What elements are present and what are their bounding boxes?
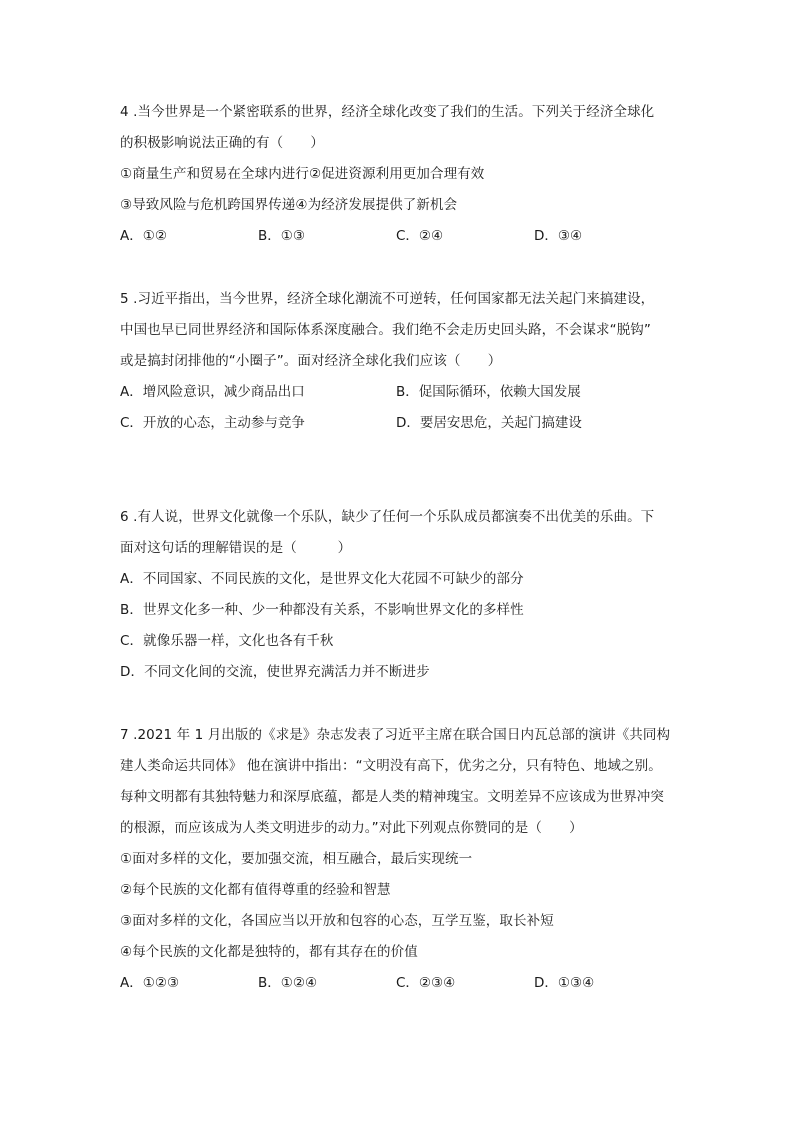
statement: ③面对多样的文化，各国应当以开放和包容的心态，互学互鉴，取长补短 <box>120 913 554 929</box>
option-b[interactable]: B．①③ <box>258 228 305 244</box>
options-row <box>120 221 690 252</box>
question-stem: 4 .当今世界是一个紧密联系的世界，经济全球化改变了我们的生活。下列关于经济全球化 <box>120 104 655 120</box>
option-a[interactable]: A．①② <box>120 228 167 244</box>
option-b[interactable]: B．促国际循环，依赖大国发展 <box>396 384 581 400</box>
question-stem: 或是搞封闭排他的“小圈子”。面对经济全球化我们应该（ ） <box>120 353 502 369</box>
option-c[interactable]: C．就像乐器一样，文化也各有千秋 <box>120 633 334 649</box>
question-stem: 每种文明都有其独特魅力和深厚底蕴，都是人类的精神瑰宝。文明差异不应该成为世界冲突 <box>120 789 664 805</box>
option-d[interactable]: D．①③④ <box>534 975 595 991</box>
question-7 <box>120 720 690 999</box>
question-stem: 中国也早已同世界经济和国际体系深度融合。我们绝不会走历史回头路，不会谋求“脱钩” <box>120 322 651 338</box>
question-4 <box>120 97 690 252</box>
option-b[interactable]: B．①②④ <box>258 975 318 991</box>
option-a[interactable]: A．增风险意识，减少商品出口 <box>120 384 305 400</box>
question-stem: 的积极影响说法正确的有（ ） <box>120 135 324 151</box>
statement: ④每个民族的文化都是独特的，都有其存在的价值 <box>120 944 418 960</box>
option-c[interactable]: C．②④ <box>396 228 444 244</box>
question-stem: 6 .有人说，世界文化就像一个乐队，缺少了任何一个乐队成员都演奏不出优美的乐曲。下 <box>120 509 655 525</box>
statement: ①商量生产和贸易在全球内进行②促进资源利用更加合理有效 <box>120 166 485 182</box>
option-b[interactable]: B．世界文化多一种、少一种都没有关系，不影响世界文化的多样性 <box>120 602 524 618</box>
option-a[interactable]: A．①②③ <box>120 975 180 991</box>
question-stem: 建人类命运共同体》 他在演讲中指出：“文明没有高下，优劣之分，只有特色、地域之别。 <box>120 758 662 774</box>
options-row <box>120 408 690 439</box>
statement: ③导致风险与危机跨国界传递④为经济发展提供了新机会 <box>120 197 458 213</box>
question-stem: 的根源，而应该成为人类文明进步的动力。”对此下列观点你赞同的是（ ） <box>120 820 583 836</box>
question-stem: 7 .2021 年 1 月出版的《求是》杂志发表了习近平主席在联合国日内瓦总部的演讲《共同构 <box>120 727 671 743</box>
option-d[interactable]: D．不同文化间的交流，使世界充满活力并不断进步 <box>120 664 430 680</box>
statement: ①面对多样的文化，要加强交流，相互融合，最后实现统一 <box>120 851 473 867</box>
question-stem: 5 .习近平指出，当今世界，经济全球化潮流不可逆转，任何国家都无法关起门来搞建设， <box>120 291 655 307</box>
option-c[interactable]: C．开放的心态，主动参与竞争 <box>120 415 305 431</box>
option-c[interactable]: C．②③④ <box>396 975 456 991</box>
option-d[interactable]: D．③④ <box>534 228 583 244</box>
options-row <box>120 968 690 999</box>
option-a[interactable]: A．不同国家、不同民族的文化，是世界文化大花园不可缺少的部分 <box>120 571 524 587</box>
option-d[interactable]: D．要居安思危，关起门搞建设 <box>396 415 582 431</box>
question-6 <box>120 502 690 688</box>
statement: ②每个民族的文化都有值得尊重的经验和智慧 <box>120 882 391 898</box>
question-stem: 面对这句话的理解错误的是（ ） <box>120 540 352 556</box>
question-5 <box>120 284 690 439</box>
options-row <box>120 377 690 408</box>
